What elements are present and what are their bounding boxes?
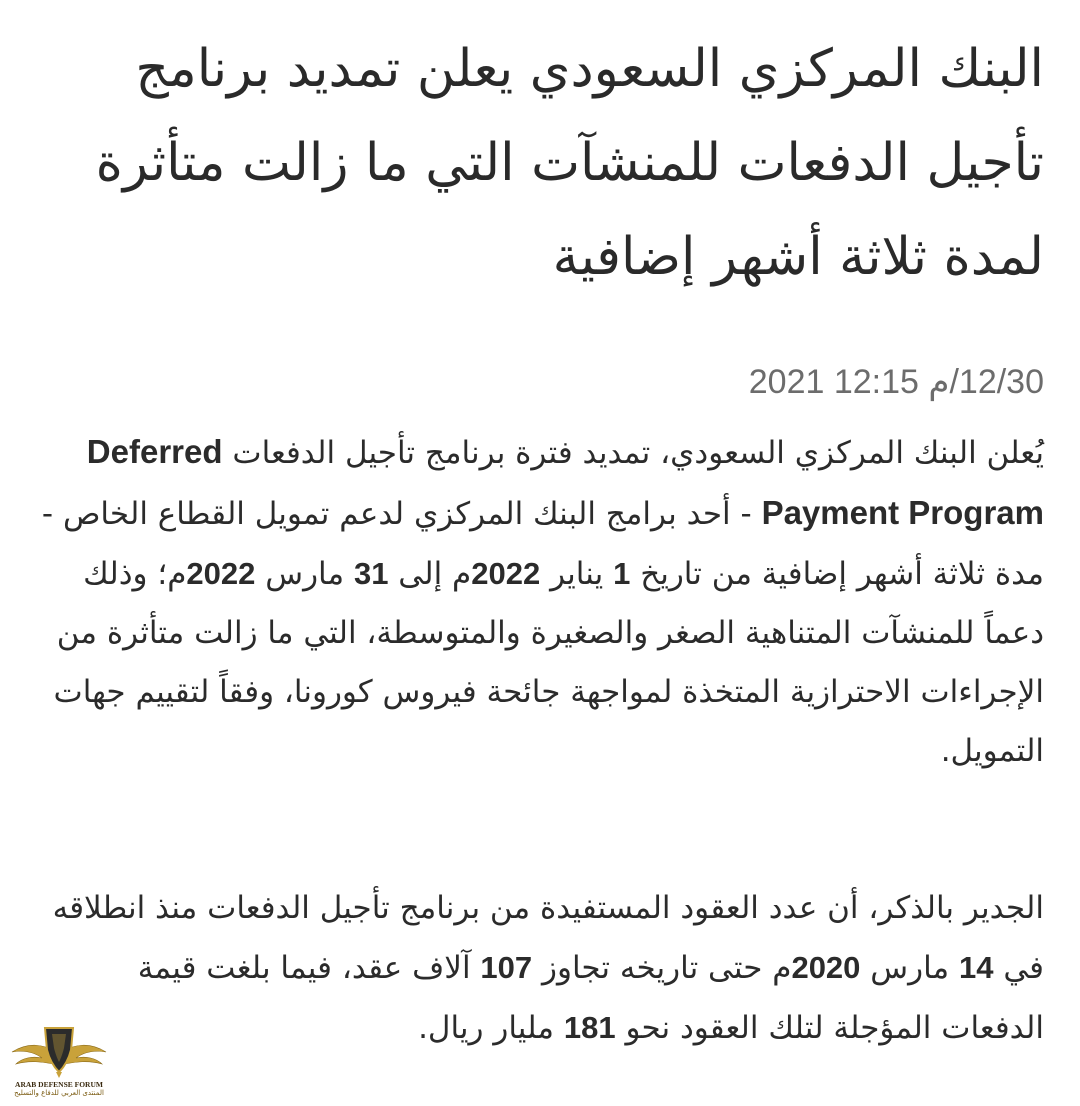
- contracts-count: 107: [480, 950, 533, 985]
- end-day: 31: [353, 556, 389, 591]
- p1-text-2: - أحد برامج البنك المركزي لدعم تمويل القطاع الخاص - مدة ثلاثة أشهر إضافية من تاريخ: [41, 496, 1044, 592]
- p1-text-3: يناير: [540, 556, 614, 592]
- article-date: 12/30/م 12:15 2021: [748, 363, 1044, 401]
- eagle-shield-icon: [8, 1022, 110, 1080]
- launch-year: 2020: [791, 950, 861, 985]
- p1-text-5: مارس: [255, 556, 354, 592]
- start-day: 1: [613, 556, 631, 591]
- p2-text-5: مليار ريال.: [418, 1010, 564, 1046]
- p2-text-3: م حتى تاريخه تجاوز: [532, 950, 792, 986]
- end-year: 2022: [186, 556, 256, 591]
- p1-text-1: يُعلن البنك المركزي السعودي، تمديد فترة برنامج تأجيل الدفعات: [222, 435, 1044, 471]
- start-year: 2022: [471, 556, 541, 591]
- deferred-value: 181: [563, 1010, 616, 1045]
- watermark-english-name: ARAB DEFENSE FORUM: [15, 1080, 103, 1089]
- p1-text-6: م؛ وذلك دعماً للمنشآت المتناهية الصغر والصغيرة والمتوسطة، التي ما زالت متأثرة من الإجراءات الاحترازية المتخذة لمواجهة جائحة فيروس كورونا، وفقاً لتقييم جهات التمويل.: [53, 556, 1044, 769]
- article-title-line-2: تأجيل الدفعات للمنشآت التي ما زالت متأثرة: [95, 133, 1044, 193]
- p2-text-2: مارس: [860, 950, 959, 986]
- article-paragraph-2: [32, 879, 1044, 1058]
- p1-text-4: م إلى: [388, 556, 472, 592]
- watermark-arabic-name: المنتدى العربي للدفاع والتسليح: [14, 1089, 104, 1097]
- article-title: [32, 22, 1044, 304]
- p2-text-1: الجدير بالذكر، أن عدد العقود المستفيدة من برنامج تأجيل الدفعات منذ انطلاقه في: [52, 890, 1044, 986]
- program-english-name: Deferred Payment Program: [86, 433, 1044, 531]
- article-paragraph-1: [32, 422, 1044, 781]
- article-title-line-1: البنك المركزي السعودي يعلن تمديد برنامج: [135, 39, 1044, 99]
- forum-watermark-logo: [8, 1022, 110, 1102]
- launch-day: 14: [959, 950, 994, 985]
- p2-text-4: آلاف عقد، فيما بلغت قيمة الدفعات المؤجلة لتلك العقود نحو: [137, 950, 1044, 1046]
- article-title-line-3: لمدة ثلاثة أشهر إضافية: [552, 227, 1044, 287]
